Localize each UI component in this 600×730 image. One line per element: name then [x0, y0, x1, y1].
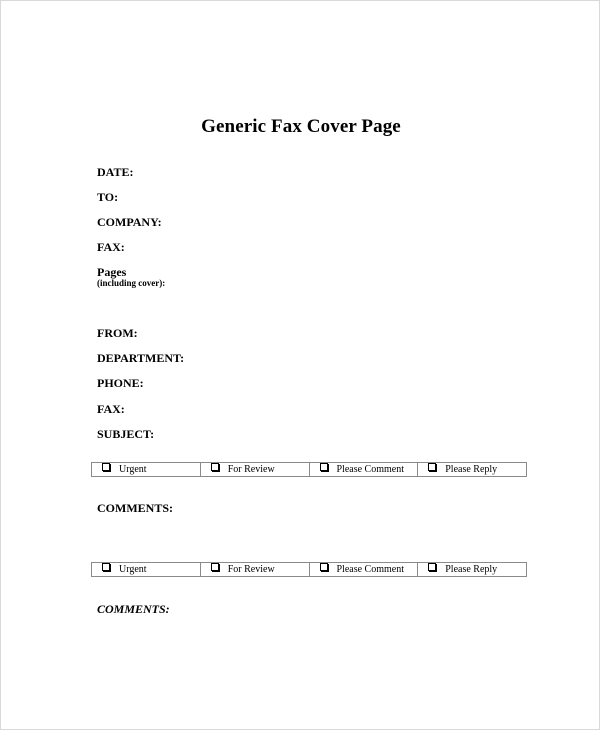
priority-option-please-comment[interactable] — [309, 563, 418, 577]
priority-option-for-review[interactable] — [200, 463, 309, 477]
priority-option-for-review[interactable] — [200, 563, 309, 577]
priority-label: Please Comment — [336, 464, 404, 475]
checkbox-icon[interactable] — [102, 463, 110, 471]
page-title: Generic Fax Cover Page — [201, 116, 401, 137]
comments-label: COMMENTS: — [97, 501, 173, 515]
to-label: TO: — [97, 190, 119, 204]
priority-label: Please Reply — [445, 464, 498, 475]
pages-note-label: (including cover): — [97, 278, 166, 288]
fax-from-label: FAX: — [97, 402, 125, 416]
checkbox-icon[interactable] — [320, 563, 328, 571]
department-label: DEPARTMENT: — [97, 351, 185, 365]
checkbox-icon[interactable] — [428, 563, 436, 571]
subject-label: SUBJECT: — [97, 427, 155, 441]
checkbox-icon[interactable] — [211, 463, 219, 471]
phone-label: PHONE: — [97, 376, 144, 390]
checkbox-icon[interactable] — [102, 563, 110, 571]
priority-table — [91, 462, 527, 477]
priority-label: Urgent — [119, 564, 147, 575]
priority-option-please-reply[interactable] — [418, 463, 527, 477]
date-label: DATE: — [97, 165, 134, 179]
checkbox-icon[interactable] — [211, 563, 219, 571]
comments-label-2: COMMENTS: — [97, 602, 170, 616]
priority-option-urgent[interactable] — [92, 563, 201, 577]
priority-label: Urgent — [119, 464, 147, 475]
priority-label: For Review — [227, 564, 275, 575]
priority-table-2 — [91, 562, 527, 577]
priority-label: Please Reply — [445, 564, 498, 575]
company-label: COMPANY: — [97, 215, 162, 229]
checkbox-icon[interactable] — [320, 463, 328, 471]
fax-to-label: FAX: — [97, 240, 125, 254]
from-label: FROM: — [97, 326, 138, 340]
priority-option-urgent[interactable] — [92, 463, 201, 477]
checkbox-icon[interactable] — [428, 463, 436, 471]
pages-label: Pages — [97, 265, 127, 279]
priority-label: Please Comment — [336, 564, 404, 575]
priority-option-please-comment[interactable] — [309, 463, 418, 477]
priority-label: For Review — [227, 464, 275, 475]
priority-option-please-reply[interactable] — [418, 563, 527, 577]
